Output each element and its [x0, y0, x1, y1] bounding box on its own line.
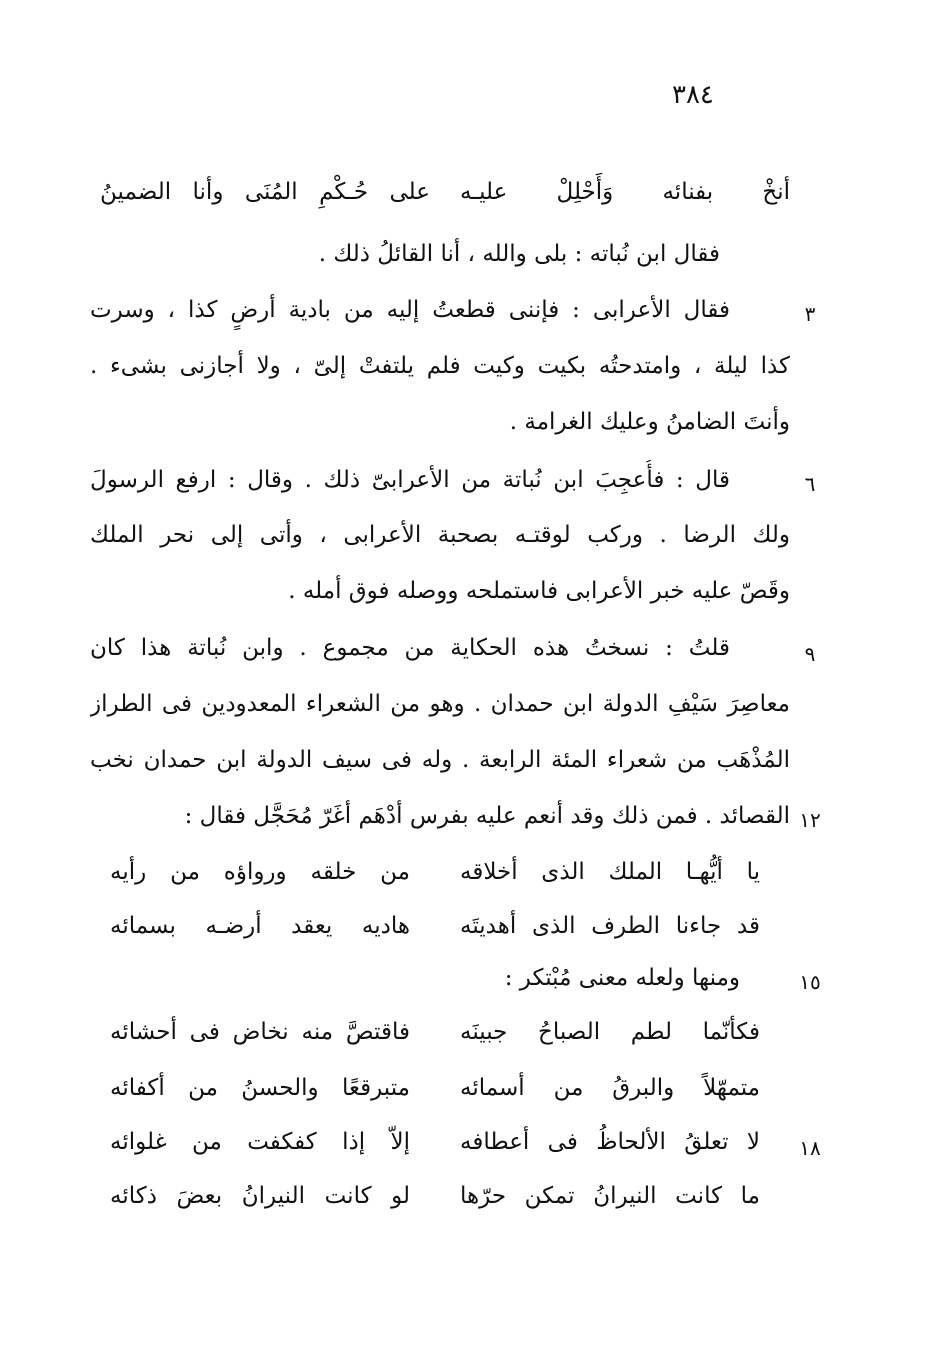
prose-line: ومنها ولعله معنى مُبْتكر : [504, 965, 740, 991]
prose-line: القصائد . فمن ذلك وقد أنعم عليه بفرس أدْهَم أغَرّ مُحَجَّل فقال : [184, 803, 790, 829]
line-number: ٩ [804, 642, 816, 666]
verse-first-hemistich: متمهّلاً والبرقُ من أسمائه [460, 1075, 760, 1101]
verse-first-hemistich: قد جاءنا الطرف الذى أهديتَه [460, 913, 760, 939]
prose-line: فقال الأعرابى : فإننى قطعتُ إليه من بادية أرضٍ كذا ، وسرت [90, 297, 730, 323]
line-number: ٣ [804, 302, 816, 326]
verse-line [110, 852, 760, 892]
verse-second-hemistich: متبرقعًا والحسنُ من أكفائه [110, 1075, 410, 1101]
line-number: ٦ [804, 472, 816, 496]
verse-second-hemistich: على حُـكْمِ المُنَى وأنا الضمينُ [100, 179, 430, 205]
line-number: ١٢ [799, 808, 821, 832]
verse-first-hemistich: يا أيُّهـا الملك الذى أخلاقه [460, 859, 760, 885]
verse-second-hemistich: من خلقه ورواؤه من رأيه [110, 859, 410, 885]
prose-line: كذا ليلة ، وامتدحتُه بكيت وكيت فلم يلتفتْ إلىّ ، ولا أجازنى بشىء . [90, 353, 790, 379]
prose-line: وأنتَ الضامنُ وعليك الغرامة . [509, 409, 790, 435]
verse-first-hemistich: ما كانت النيرانُ تمكن حرّها [460, 1183, 760, 1209]
verse-line [110, 1122, 760, 1162]
prose-line: قال : فأُعجِبَ ابن نُباتة من الأعرابىّ ذلك . وقال : ارفع الرسولَ [90, 467, 730, 493]
verse-second-hemistich: فاقتصَّ منه نخاض فى أحشائه [110, 1019, 410, 1045]
prose-line: قلتُ : نسختُ هذه الحكاية من مجموع . وابن نُباتة هذا كان [90, 635, 730, 661]
line-number: ١٥ [799, 970, 821, 994]
verse-line [110, 1012, 760, 1052]
verse-first-hemistich: أنخْ بفنائه وَأَحْلِلْ عليـه [460, 179, 790, 205]
verse-line [110, 906, 760, 946]
verse-line [100, 172, 790, 212]
verse-first-hemistich: لا تعلقُ الألحاظُ فى أعطافه [460, 1129, 760, 1155]
prose-line: وقَصّ عليه خبر الأعرابى فاستملحه ووصله فوق أمله . [288, 578, 790, 604]
verse-second-hemistich: لو كانت النيرانُ بعضَ ذكائه [110, 1183, 410, 1209]
prose-line: المُذْهَب من شعراء المئة الرابعة . وله فى سيف الدولة ابن حمدان نخب [90, 747, 790, 773]
line-number: ١٨ [799, 1136, 821, 1160]
prose-line: ولك الرضا . وركب لوقتـه بصحبة الأعرابى ، وأتى إلى نحر الملك [90, 522, 790, 548]
prose-line: فقال ابن نُباته : بلى والله ، أنا القائلُ ذلك . [318, 241, 720, 267]
page-number: ٣٨٤ [672, 80, 714, 110]
verse-second-hemistich: هاديه يعقد أرضـه بسمائه [110, 913, 410, 939]
verse-first-hemistich: فكأنّما لطم الصباحُ جبينَه [460, 1019, 760, 1045]
prose-line: معاصِرَ سَيْفِ الدولة ابن حمدان . وهو من الشعراء المعدودين فى الطراز [90, 691, 790, 717]
verse-line [110, 1068, 760, 1108]
verse-second-hemistich: إلاّ إذا كفكفت من غلوائه [110, 1129, 410, 1155]
verse-line [110, 1176, 760, 1216]
